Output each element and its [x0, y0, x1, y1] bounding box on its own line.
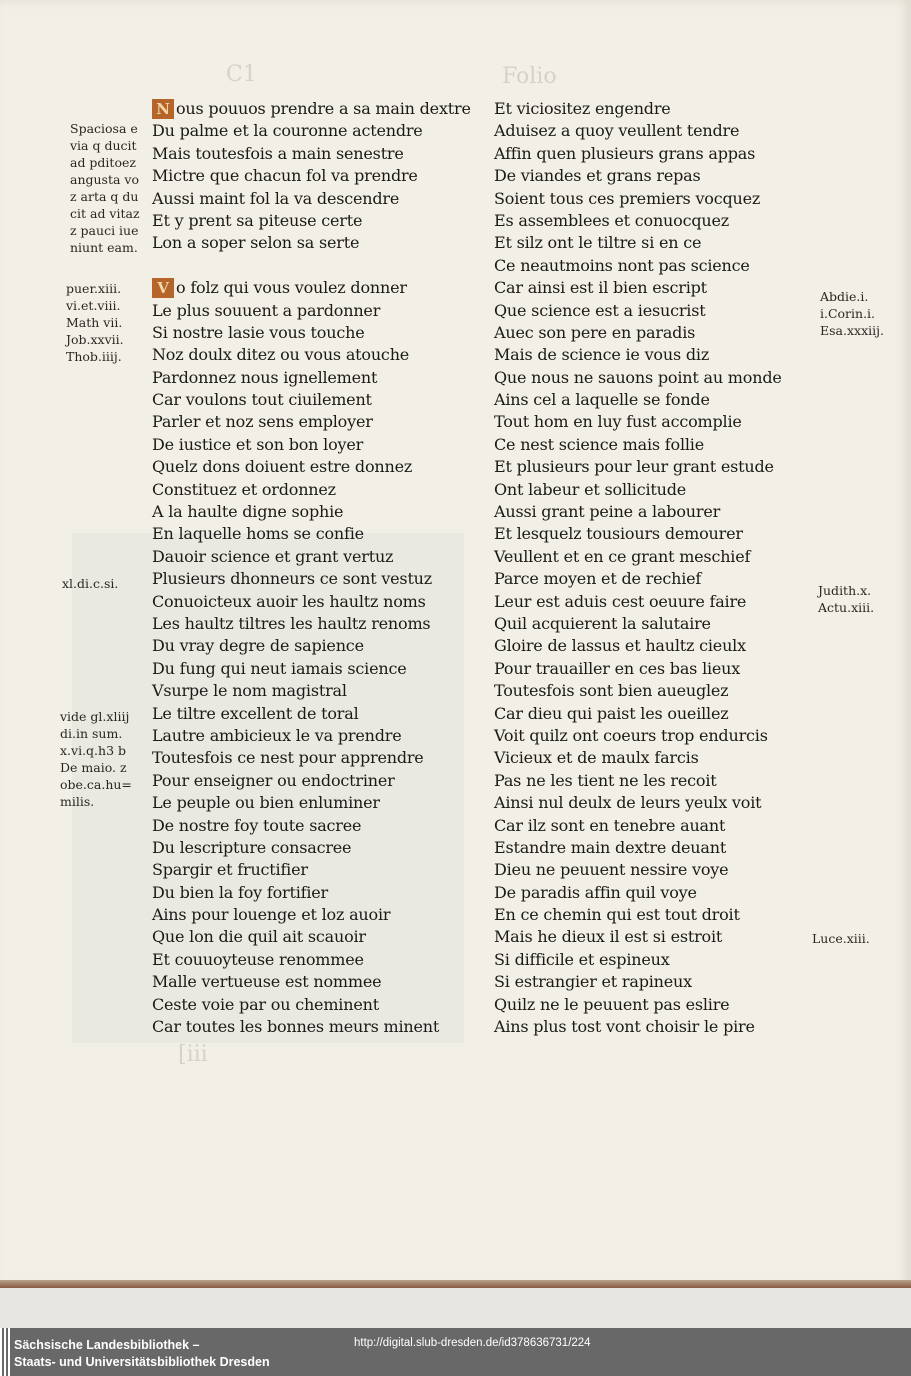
verse-line: En laquelle homs se confie	[152, 524, 364, 544]
verse-line: Que science est a iesucrist	[494, 300, 706, 320]
verse-line: Voit quilz ont coeurs trop endurcis	[494, 725, 768, 745]
verse-line: De nostre foy toute sacree	[152, 815, 362, 835]
verse-line: Et silz ont le tiltre si en ce	[494, 233, 702, 253]
verse-line: Aussi grant peine a labourer	[494, 502, 721, 522]
gloss-line: Thob.iiij.	[66, 349, 122, 364]
gloss-line: via q ducit	[70, 138, 137, 153]
verse-line: Du fung qui neut iamais science	[152, 658, 407, 678]
gloss-line: vide gl.xliij	[60, 709, 130, 724]
verse-line: De viandes et grans repas	[494, 166, 701, 186]
gloss-line: xl.di.c.si.	[62, 576, 119, 591]
verse-line: Car ilz sont en tenebre auant	[494, 815, 726, 835]
verse-line: Ains cel a laquelle se fonde	[494, 390, 710, 410]
library-name-line2: Staats- und Universitätsbibliothek Dresden	[14, 1355, 270, 1369]
verse-line: Car dieu qui paist les oueillez	[494, 703, 729, 723]
gloss-line: Actu.xiii.	[818, 600, 875, 615]
scan-background	[0, 1288, 911, 1328]
library-name-line1: Sächsische Landesbibliothek –	[14, 1338, 200, 1352]
footer-url-link[interactable]: http://digital.slub-dresden.de/id378636731/224	[354, 1337, 591, 1349]
verse-line: Soient tous ces premiers vocquez	[494, 188, 761, 208]
verse-line: Si estrangier et rapineux	[494, 972, 692, 992]
verse-line: Parce moyen et de rechief	[494, 569, 702, 589]
verse-line	[152, 98, 471, 120]
footer-bar	[0, 1328, 911, 1376]
verse-line: Pour trauailler en ces bas lieux	[494, 658, 741, 678]
verse-line: Du bien la foy fortifier	[152, 882, 328, 902]
verse-line: Que nous ne sauons point au monde	[494, 367, 782, 387]
verse-line: Et plusieurs pour leur grant estude	[494, 457, 774, 477]
verse-line: Ains plus tost vont choisir le pire	[494, 1017, 755, 1037]
verse-line: Ont labeur et sollicitude	[494, 479, 687, 499]
gloss-line: Spaciosa e	[70, 121, 138, 136]
gloss-line: i.Corin.i.	[820, 306, 876, 321]
verse-line: Ce nest science mais follie	[494, 434, 704, 454]
verse-line: Affin quen plusieurs grans appas	[494, 143, 756, 163]
footer-stripes	[0, 1328, 10, 1376]
verse-line: Le plus souuent a pardonner	[152, 300, 381, 320]
verse-line: Toutesfois ce nest pour apprendre	[152, 748, 424, 768]
gloss-line: ad pditoez	[70, 155, 136, 170]
verse-line-rest: ous pouuos prendre a sa main dextre	[176, 99, 471, 118]
gloss-line: z pauci iue	[70, 223, 139, 238]
verse-line: Toutesfois sont bien aueuglez	[494, 681, 729, 701]
decorated-initial: N	[152, 99, 174, 119]
verse-line: Lon a soper selon sa serte	[152, 233, 360, 253]
gloss-line: x.vi.q.h3 b	[60, 743, 127, 758]
gloss-line: Job.xxvii.	[66, 332, 124, 347]
verse-line: Du palme et la couronne actendre	[152, 121, 423, 141]
verse-line: Noz doulx ditez ou vous atouche	[152, 345, 410, 365]
page-edge	[0, 1280, 911, 1288]
gloss-line: De maio. z	[60, 760, 127, 775]
verse-line: Car ainsi est il bien escript	[494, 278, 707, 298]
bottom-mark: [iii	[178, 1042, 208, 1067]
verse-line: Auec son pere en paradis	[494, 322, 696, 342]
gloss-left-c	[62, 575, 118, 592]
gloss-line: puer.xiii.	[66, 281, 122, 296]
gloss-line: cit ad vitaz	[70, 206, 140, 221]
verse-line: Que lon die quil ait scauoir	[152, 927, 366, 947]
verse-line: Conuoicteux auoir les haultz noms	[152, 591, 426, 611]
gloss-right-1	[820, 288, 884, 339]
verse-line: Pas ne les tient ne les recoit	[494, 770, 717, 790]
verse-line: Si difficile et espineux	[494, 949, 670, 969]
verse-line: Mais he dieux il est si estroit	[494, 927, 723, 947]
verse-line: Veullent et en ce grant meschief	[494, 546, 751, 566]
verse-line: Si nostre lasie vous touche	[152, 322, 365, 342]
verse-line: Les haultz tiltres les haultz renoms	[152, 613, 431, 633]
verse-line: Ains pour louenge et loz auoir	[152, 905, 391, 925]
verse-line: Mais de science ie vous diz	[494, 345, 710, 365]
gloss-left-low	[60, 708, 132, 810]
verse-line: Plusieurs dhonneurs ce sont vestuz	[152, 569, 433, 589]
verse-line: Leur est aduis cest oeuure faire	[494, 591, 747, 611]
verse-line: Spargir et fructifier	[152, 860, 308, 880]
verse-line: Ce neautmoins nont pas science	[494, 255, 750, 275]
verse-line: Mais toutesfois a main senestre	[152, 143, 404, 163]
gloss-right-2	[818, 582, 874, 616]
verse-line: Tout hom en luy fust accomplie	[494, 412, 742, 432]
verse-line: Pour enseigner ou endoctriner	[152, 770, 395, 790]
verse-line: Du lescripture consacree	[152, 837, 352, 857]
gloss-line: niunt eam.	[70, 240, 138, 255]
verse-line: Pardonnez nous ignellement	[152, 367, 378, 387]
verse-line: A la haulte digne sophie	[152, 502, 344, 522]
verse-line	[152, 277, 471, 299]
gloss-line: obe.ca.hu=	[60, 777, 132, 792]
text-column-left	[152, 98, 471, 1038]
gloss-line: z arta q du	[70, 189, 139, 204]
verse-line: Le peuple ou bien enluminer	[152, 793, 380, 813]
verse-line: Dauoir science et grant vertuz	[152, 546, 394, 566]
verse-line: Et lesquelz tousiours demourer	[494, 524, 743, 544]
verse-line: De iustice et son bon loyer	[152, 434, 364, 454]
gloss-line: di.in sum.	[60, 726, 123, 741]
verse-line: Gloire de lassus et haultz cieulx	[494, 636, 746, 656]
library-credit	[14, 1337, 270, 1371]
verse-line: Aduisez a quoy veullent tendre	[494, 121, 740, 141]
verse-line: Ainsi nul deulx de leurs yeulx voit	[494, 793, 762, 813]
signature-mark: C1	[226, 62, 257, 87]
gloss-line: Abdie.i.	[820, 289, 869, 304]
verse-line: Constituez et ordonnez	[152, 479, 336, 499]
verse-line: Es assemblees et conuocquez	[494, 210, 729, 230]
verse-line: En ce chemin qui est tout droit	[494, 905, 740, 925]
verse-line: Quilz ne le peuuent pas eslire	[494, 994, 730, 1014]
verse-line: Estandre main dextre deuant	[494, 837, 727, 857]
gloss-line: Judith.x.	[818, 583, 872, 598]
verse-line: Malle vertueuse est nommee	[152, 972, 382, 992]
verse-line: Dieu ne peuuent nessire voye	[494, 860, 729, 880]
gloss-line: vi.et.viii.	[66, 298, 121, 313]
verse-line: Lautre ambicieux le va prendre	[152, 725, 402, 745]
verse-line: Vsurpe le nom magistral	[152, 681, 347, 701]
verse-line: Du vray degre de sapience	[152, 636, 364, 656]
gloss-line: Luce.xiii.	[812, 931, 870, 946]
verse-line: Ceste voie par ou cheminent	[152, 994, 379, 1014]
verse-line: Aussi maint fol la va descendre	[152, 188, 400, 208]
verse-line: Et y prent sa piteuse certe	[152, 210, 363, 230]
gloss-line: Math vii.	[66, 315, 123, 330]
decorated-initial: V	[152, 278, 174, 298]
verse-line: Le tiltre excellent de toral	[152, 703, 359, 723]
verse-line: Vicieux et de maulx farcis	[494, 748, 699, 768]
folio-mark: Folio	[502, 64, 557, 89]
verse-line: Quelz dons doiuent estre donnez	[152, 457, 413, 477]
gloss-left-mid	[66, 280, 124, 365]
verse-line: Et couuoyteuse renommee	[152, 949, 364, 969]
gloss-line: milis.	[60, 794, 95, 809]
verse-line: De paradis affin quil voye	[494, 882, 697, 902]
gloss-left-top	[70, 120, 140, 256]
verse-line: Et viciositez engendre	[494, 99, 671, 118]
gloss-line: angusta vo	[70, 172, 140, 187]
verse-line-rest: o folz qui vous voulez donner	[176, 278, 407, 298]
verse-line: Quil acquierent la salutaire	[494, 613, 711, 633]
verse-line	[152, 255, 471, 277]
verse-line: Car toutes les bonnes meurs minent	[152, 1017, 440, 1037]
gloss-line: Esa.xxxiij.	[820, 323, 884, 338]
gloss-right-3	[812, 930, 870, 947]
verse-line: Parler et noz sens employer	[152, 412, 373, 432]
verse-line: Mictre que chacun fol va prendre	[152, 166, 418, 186]
verse-line: Car voulons tout ciuilement	[152, 390, 372, 410]
text-column-right	[494, 98, 782, 1038]
